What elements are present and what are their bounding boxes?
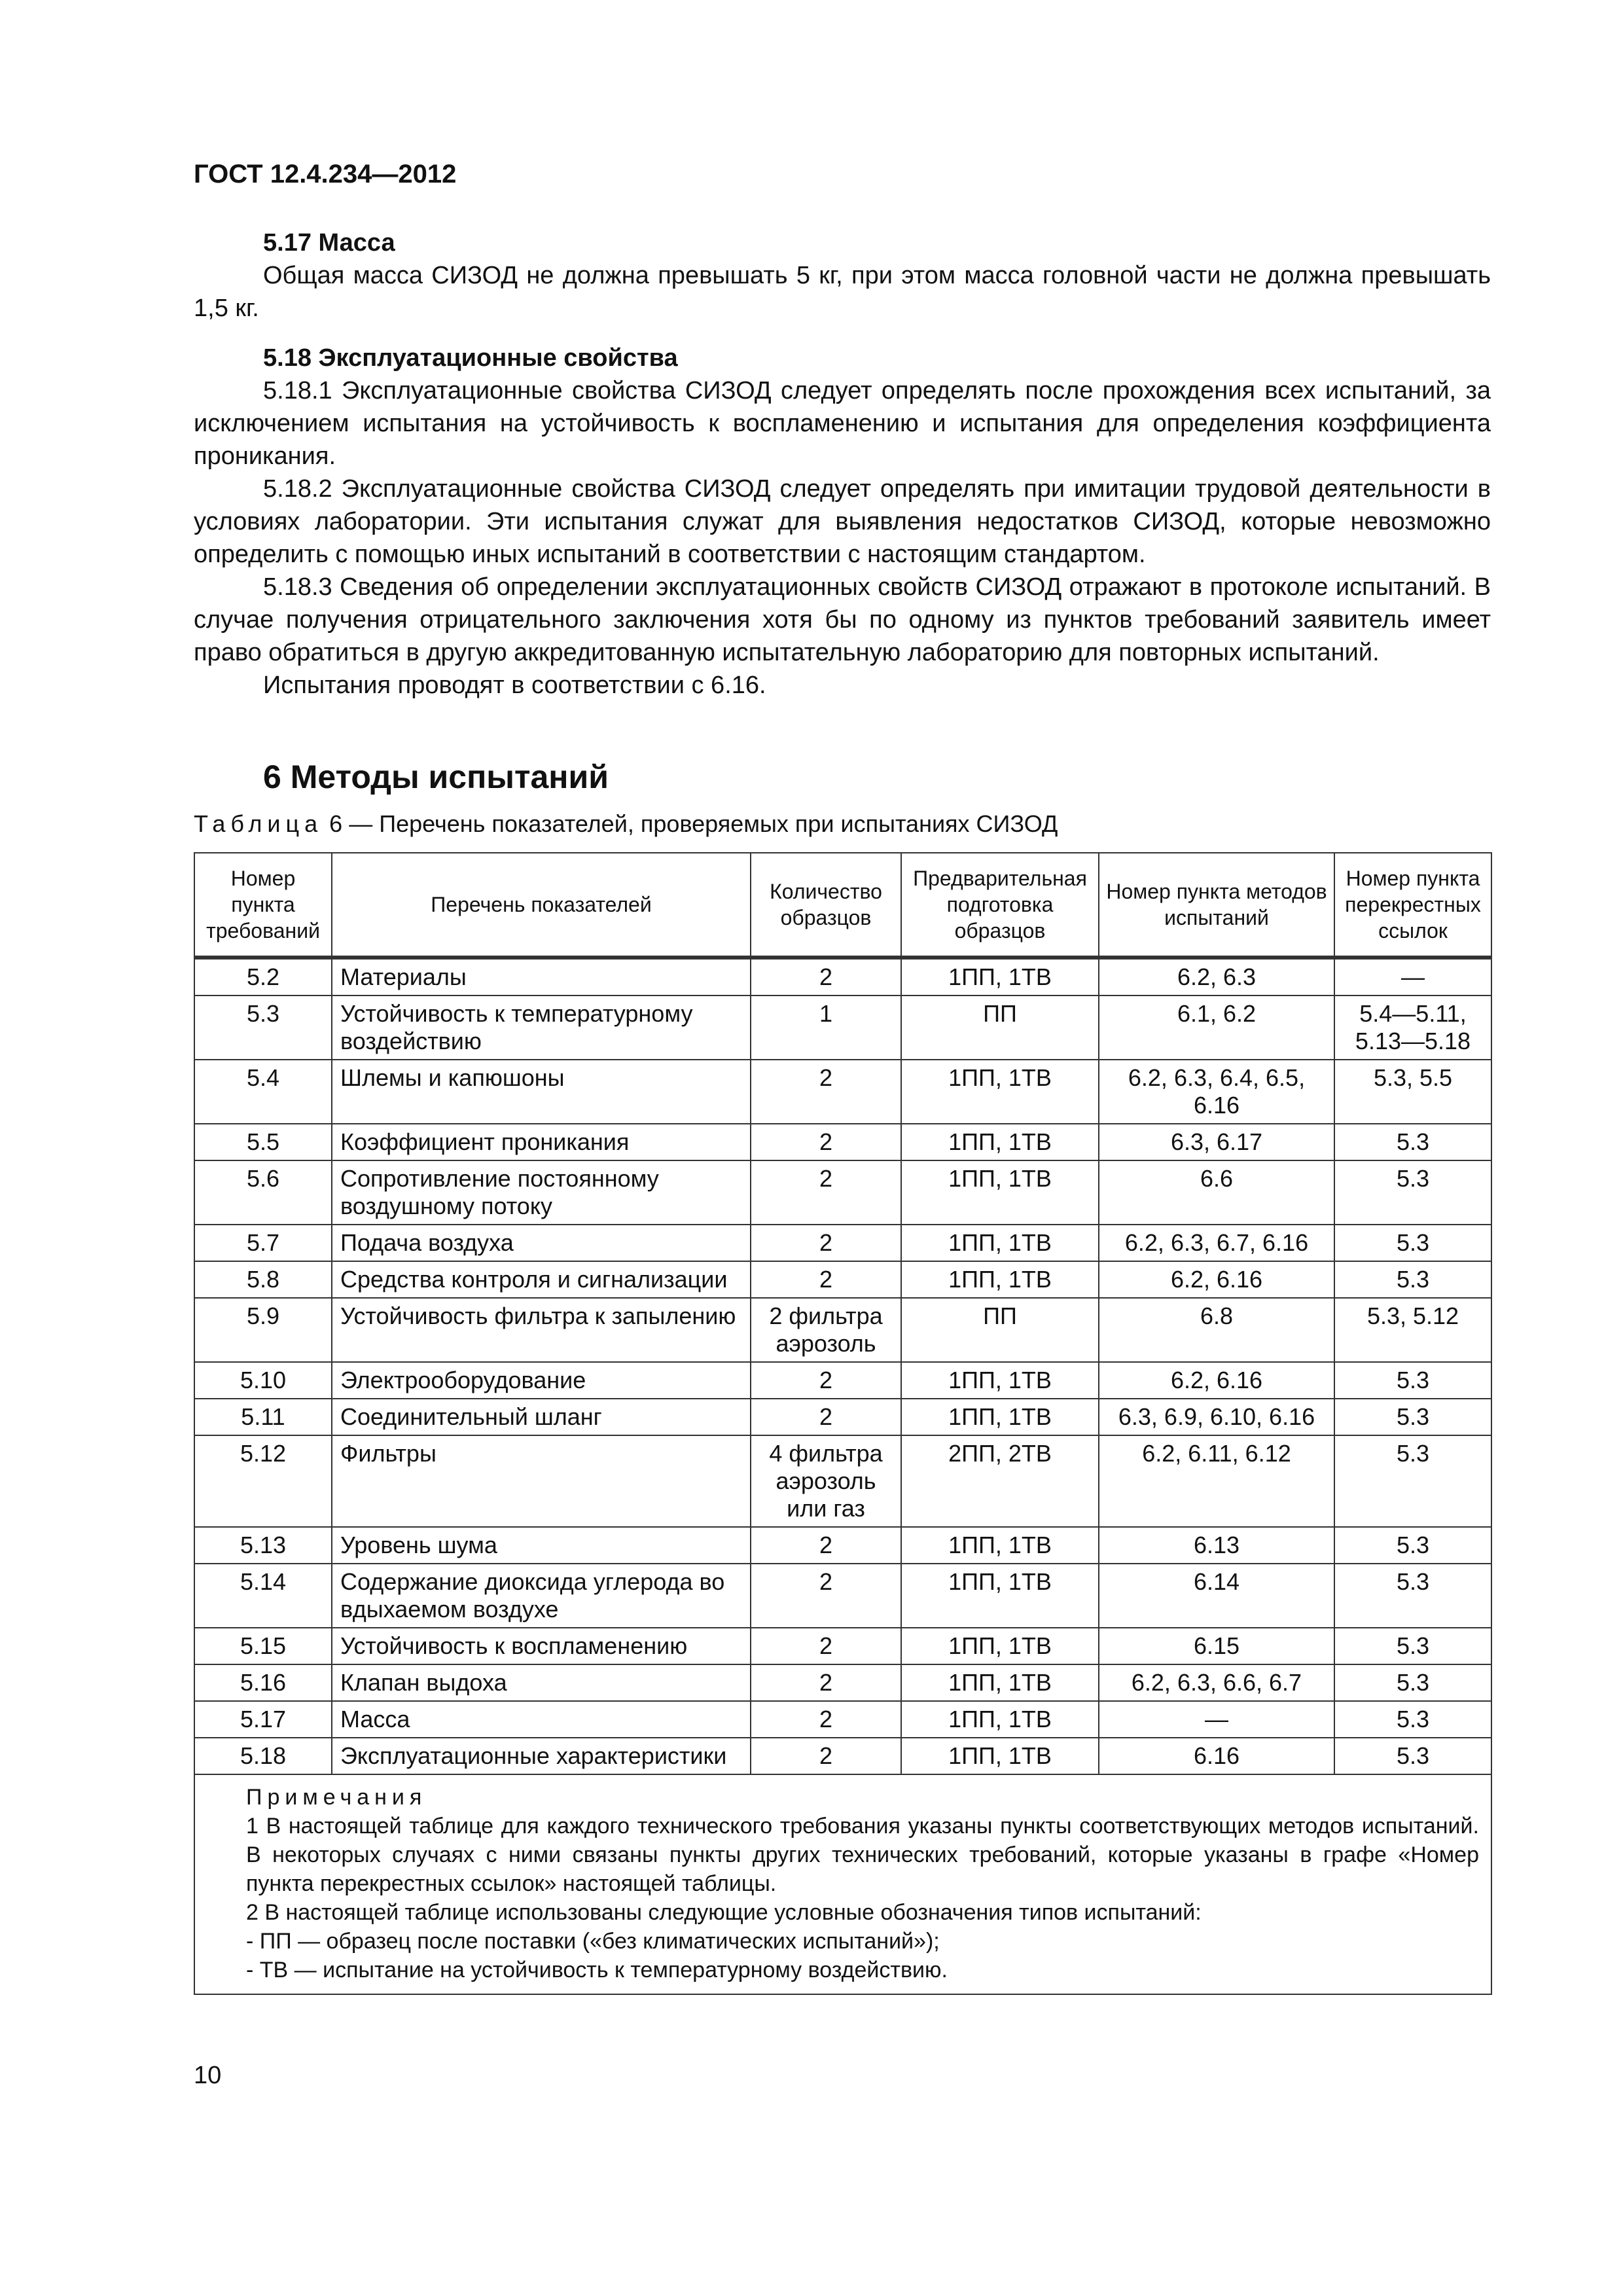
section-5-17: [194, 226, 1491, 325]
table-row: [194, 958, 1491, 996]
cell-preparation: 1ПП, 1ТВ: [901, 1160, 1099, 1225]
cell-sample-count: 1: [751, 996, 901, 1060]
cell-indicator: Соединительный шланг: [332, 1399, 751, 1435]
cell-indicator: Масса: [332, 1701, 751, 1738]
cell-cross-reference: 5.3: [1334, 1738, 1491, 1774]
cell-cross-reference: 5.4—5.11, 5.13—5.18: [1334, 996, 1491, 1060]
section-5-18-p1: 5.18.1 Эксплуатационные свойства СИЗОД следует определять после прохождения всех испытаний, за исключением испытания на устойчивость к воспламенению и испытания для определения коэффициента проникания.: [194, 377, 1491, 470]
cell-indicator: Устойчивость фильтра к запылению: [332, 1298, 751, 1362]
cell-preparation: 1ПП, 1ТВ: [901, 958, 1099, 996]
cell-preparation: ПП: [901, 996, 1099, 1060]
cell-sample-count: 2 фильтра аэрозоль: [751, 1298, 901, 1362]
cell-sample-count: 2: [751, 1701, 901, 1738]
cell-sample-count: 2: [751, 1564, 901, 1628]
cell-preparation: 1ПП, 1ТВ: [901, 1225, 1099, 1261]
cell-indicator: Коэффициент проникания: [332, 1124, 751, 1160]
section-5-17-text: Общая масса СИЗОД не должна превышать 5 кг, при этом масса головной части не должна превышать 1,5 кг.: [194, 262, 1491, 322]
cell-test-method: 6.2, 6.3, 6.6, 6.7: [1099, 1664, 1334, 1701]
cell-indicator: Средства контроля и сигнализации: [332, 1261, 751, 1298]
cell-sample-count: 2: [751, 1628, 901, 1664]
cell-indicator: Материалы: [332, 958, 751, 996]
section-5-18-p4: Испытания проводят в соответствии с 6.16.: [263, 672, 766, 699]
cell-indicator: Клапан выдоха: [332, 1664, 751, 1701]
cell-requirement-number: 5.7: [194, 1225, 332, 1261]
cell-requirement-number: 5.4: [194, 1060, 332, 1124]
table-row: [194, 1527, 1491, 1564]
cell-test-method: 6.13: [1099, 1527, 1334, 1564]
cell-sample-count: 2: [751, 1664, 901, 1701]
section-5-18-title: 5.18 Эксплуатационные свойства: [263, 344, 678, 372]
cell-test-method: 6.2, 6.16: [1099, 1362, 1334, 1399]
cell-cross-reference: 5.3: [1334, 1362, 1491, 1399]
document-header: ГОСТ 12.4.234—2012: [194, 160, 457, 188]
cell-preparation: 1ПП, 1ТВ: [901, 1564, 1099, 1628]
cell-sample-count: 2: [751, 1527, 901, 1564]
cell-indicator: Электрооборудование: [332, 1362, 751, 1399]
cell-requirement-number: 5.5: [194, 1124, 332, 1160]
cell-test-method: 6.8: [1099, 1298, 1334, 1362]
cell-indicator: Эксплуатационные характеристики: [332, 1738, 751, 1774]
table-header-row: [194, 853, 1491, 958]
cell-cross-reference: 5.3: [1334, 1435, 1491, 1527]
table-row: [194, 1399, 1491, 1435]
cell-sample-count: 2: [751, 1160, 901, 1225]
cell-indicator: Фильтры: [332, 1435, 751, 1527]
cell-cross-reference: 5.3: [1334, 1564, 1491, 1628]
cell-indicator: Уровень шума: [332, 1527, 751, 1564]
header-requirement-number: Номер пункта требований: [194, 853, 332, 958]
cell-test-method: 6.15: [1099, 1628, 1334, 1664]
cell-cross-reference: 5.3: [1334, 1628, 1491, 1664]
cell-cross-reference: 5.3: [1334, 1225, 1491, 1261]
requirements-table: [194, 852, 1492, 1995]
cell-requirement-number: 5.12: [194, 1435, 332, 1527]
cell-requirement-number: 5.6: [194, 1160, 332, 1225]
cell-sample-count: 2: [751, 1738, 901, 1774]
cell-sample-count: 2: [751, 1399, 901, 1435]
table-row: [194, 1060, 1491, 1124]
cell-requirement-number: 5.11: [194, 1399, 332, 1435]
cell-cross-reference: 5.3: [1334, 1664, 1491, 1701]
cell-cross-reference: 5.3: [1334, 1261, 1491, 1298]
cell-requirement-number: 5.13: [194, 1527, 332, 1564]
cell-indicator: Шлемы и капюшоны: [332, 1060, 751, 1124]
cell-requirement-number: 5.17: [194, 1701, 332, 1738]
cell-test-method: 6.2, 6.3, 6.4, 6.5, 6.16: [1099, 1060, 1334, 1124]
cell-preparation: 2ПП, 2ТВ: [901, 1435, 1099, 1527]
cell-requirement-number: 5.8: [194, 1261, 332, 1298]
header-cross-reference: Номер пункта перекрестных ссылок: [1334, 853, 1491, 958]
table-row: [194, 1261, 1491, 1298]
cell-preparation: 1ПП, 1ТВ: [901, 1060, 1099, 1124]
cell-test-method: —: [1099, 1701, 1334, 1738]
table-row: [194, 1701, 1491, 1738]
header-test-method: Номер пункта методов испытаний: [1099, 853, 1334, 958]
cell-sample-count: 2: [751, 958, 901, 996]
cell-indicator: Сопротивление постоянному воздушному потоку: [332, 1160, 751, 1225]
section-5-17-title: 5.17 Масса: [263, 229, 395, 257]
cell-cross-reference: 5.3: [1334, 1527, 1491, 1564]
cell-preparation: 1ПП, 1ТВ: [901, 1664, 1099, 1701]
note-2: 2 В настоящей таблице использованы следующие условные обозначения типов испытаний:: [246, 1900, 1202, 1925]
header-indicators: Перечень показателей: [332, 853, 751, 958]
cell-test-method: 6.6: [1099, 1160, 1334, 1225]
cell-requirement-number: 5.10: [194, 1362, 332, 1399]
cell-sample-count: 2: [751, 1261, 901, 1298]
cell-sample-count: 2: [751, 1362, 901, 1399]
table-row: [194, 1298, 1491, 1362]
table-row: [194, 1435, 1491, 1527]
note-2a: - ПП — образец после поставки («без климатических испытаний»);: [246, 1929, 940, 1954]
cell-test-method: 6.16: [1099, 1738, 1334, 1774]
cell-test-method: 6.2, 6.3, 6.7, 6.16: [1099, 1225, 1334, 1261]
section-5-18-p2: 5.18.2 Эксплуатационные свойства СИЗОД следует определять при имитации трудовой деятельности в условиях лаборатории. Эти испытания служат для выявления недостатков СИЗОД, которые невозможно определить с помощью иных испытаний в соответствии с настоящим стандартом.: [194, 475, 1491, 568]
cell-requirement-number: 5.9: [194, 1298, 332, 1362]
cell-sample-count: 4 фильтра аэрозоль или газ: [751, 1435, 901, 1527]
table-row: [194, 1628, 1491, 1664]
note-2b: - ТВ — испытание на устойчивость к температурному воздействию.: [246, 1958, 948, 1982]
cell-test-method: 6.2, 6.3: [1099, 958, 1334, 996]
table-caption-text: 6 — Перечень показателей, проверяемых при испытаниях СИЗОД: [329, 810, 1058, 837]
cell-preparation: ПП: [901, 1298, 1099, 1362]
cell-cross-reference: 5.3: [1334, 1124, 1491, 1160]
cell-requirement-number: 5.3: [194, 996, 332, 1060]
cell-test-method: 6.14: [1099, 1564, 1334, 1628]
cell-requirement-number: 5.16: [194, 1664, 332, 1701]
table-row: [194, 1738, 1491, 1774]
cell-indicator: Устойчивость к температурному воздействию: [332, 996, 751, 1060]
table-row: [194, 1564, 1491, 1628]
header-preparation: Предварительная подготовка образцов: [901, 853, 1099, 958]
cell-preparation: 1ПП, 1ТВ: [901, 1701, 1099, 1738]
cell-test-method: 6.2, 6.16: [1099, 1261, 1334, 1298]
table-body: [194, 958, 1491, 1774]
table-notes: [194, 1774, 1491, 1994]
cell-preparation: 1ПП, 1ТВ: [901, 1399, 1099, 1435]
cell-cross-reference: 5.3, 5.12: [1334, 1298, 1491, 1362]
table-row: [194, 1664, 1491, 1701]
cell-preparation: 1ПП, 1ТВ: [901, 1261, 1099, 1298]
cell-sample-count: 2: [751, 1060, 901, 1124]
note-1: 1 В настоящей таблице для каждого технического требования указаны пункты соответствующих методов испытаний. В некоторых случаях с ними связаны пункты других технических требований, которые указаны в графе «Номер пункта перекрестных ссылок» настоящей таблицы.: [246, 1814, 1479, 1896]
cell-preparation: 1ПП, 1ТВ: [901, 1738, 1099, 1774]
table-row: [194, 996, 1491, 1060]
section-5-18: [194, 342, 1491, 702]
table-row: [194, 1124, 1491, 1160]
cell-cross-reference: 5.3: [1334, 1160, 1491, 1225]
cell-preparation: 1ПП, 1ТВ: [901, 1527, 1099, 1564]
cell-preparation: 1ПП, 1ТВ: [901, 1628, 1099, 1664]
table-caption: [194, 810, 1058, 838]
notes-title: Примечания: [246, 1785, 427, 1810]
cell-test-method: 6.1, 6.2: [1099, 996, 1334, 1060]
table-caption-word: Таблица: [194, 810, 323, 837]
table-row: [194, 1362, 1491, 1399]
table-notes-row: [194, 1774, 1491, 1994]
cell-sample-count: 2: [751, 1225, 901, 1261]
cell-test-method: 6.3, 6.9, 6.10, 6.16: [1099, 1399, 1334, 1435]
cell-requirement-number: 5.18: [194, 1738, 332, 1774]
section-5-18-p3: 5.18.3 Сведения об определении эксплуатационных свойств СИЗОД отражают в протоколе испытаний. В случае получения отрицательного заключения хотя бы по одному из пунктов требований заявитель имеет право обратиться в другую аккредитованную испытательную лабораторию для повторных испытаний.: [194, 573, 1491, 666]
header-sample-count: Количество образцов: [751, 853, 901, 958]
cell-preparation: 1ПП, 1ТВ: [901, 1124, 1099, 1160]
cell-indicator: Подача воздуха: [332, 1225, 751, 1261]
cell-indicator: Устойчивость к воспламенению: [332, 1628, 751, 1664]
cell-cross-reference: —: [1334, 958, 1491, 996]
cell-indicator: Содержание диоксида углерода во вдыхаемом воздухе: [332, 1564, 751, 1628]
section-6-title: 6 Методы испытаний: [263, 759, 609, 795]
cell-sample-count: 2: [751, 1124, 901, 1160]
cell-requirement-number: 5.14: [194, 1564, 332, 1628]
cell-cross-reference: 5.3: [1334, 1399, 1491, 1435]
cell-requirement-number: 5.2: [194, 958, 332, 996]
cell-cross-reference: 5.3: [1334, 1701, 1491, 1738]
cell-test-method: 6.2, 6.11, 6.12: [1099, 1435, 1334, 1527]
cell-preparation: 1ПП, 1ТВ: [901, 1362, 1099, 1399]
cell-test-method: 6.3, 6.17: [1099, 1124, 1334, 1160]
table-row: [194, 1160, 1491, 1225]
page-number: 10: [194, 2062, 222, 2089]
cell-requirement-number: 5.15: [194, 1628, 332, 1664]
table-row: [194, 1225, 1491, 1261]
cell-cross-reference: 5.3, 5.5: [1334, 1060, 1491, 1124]
